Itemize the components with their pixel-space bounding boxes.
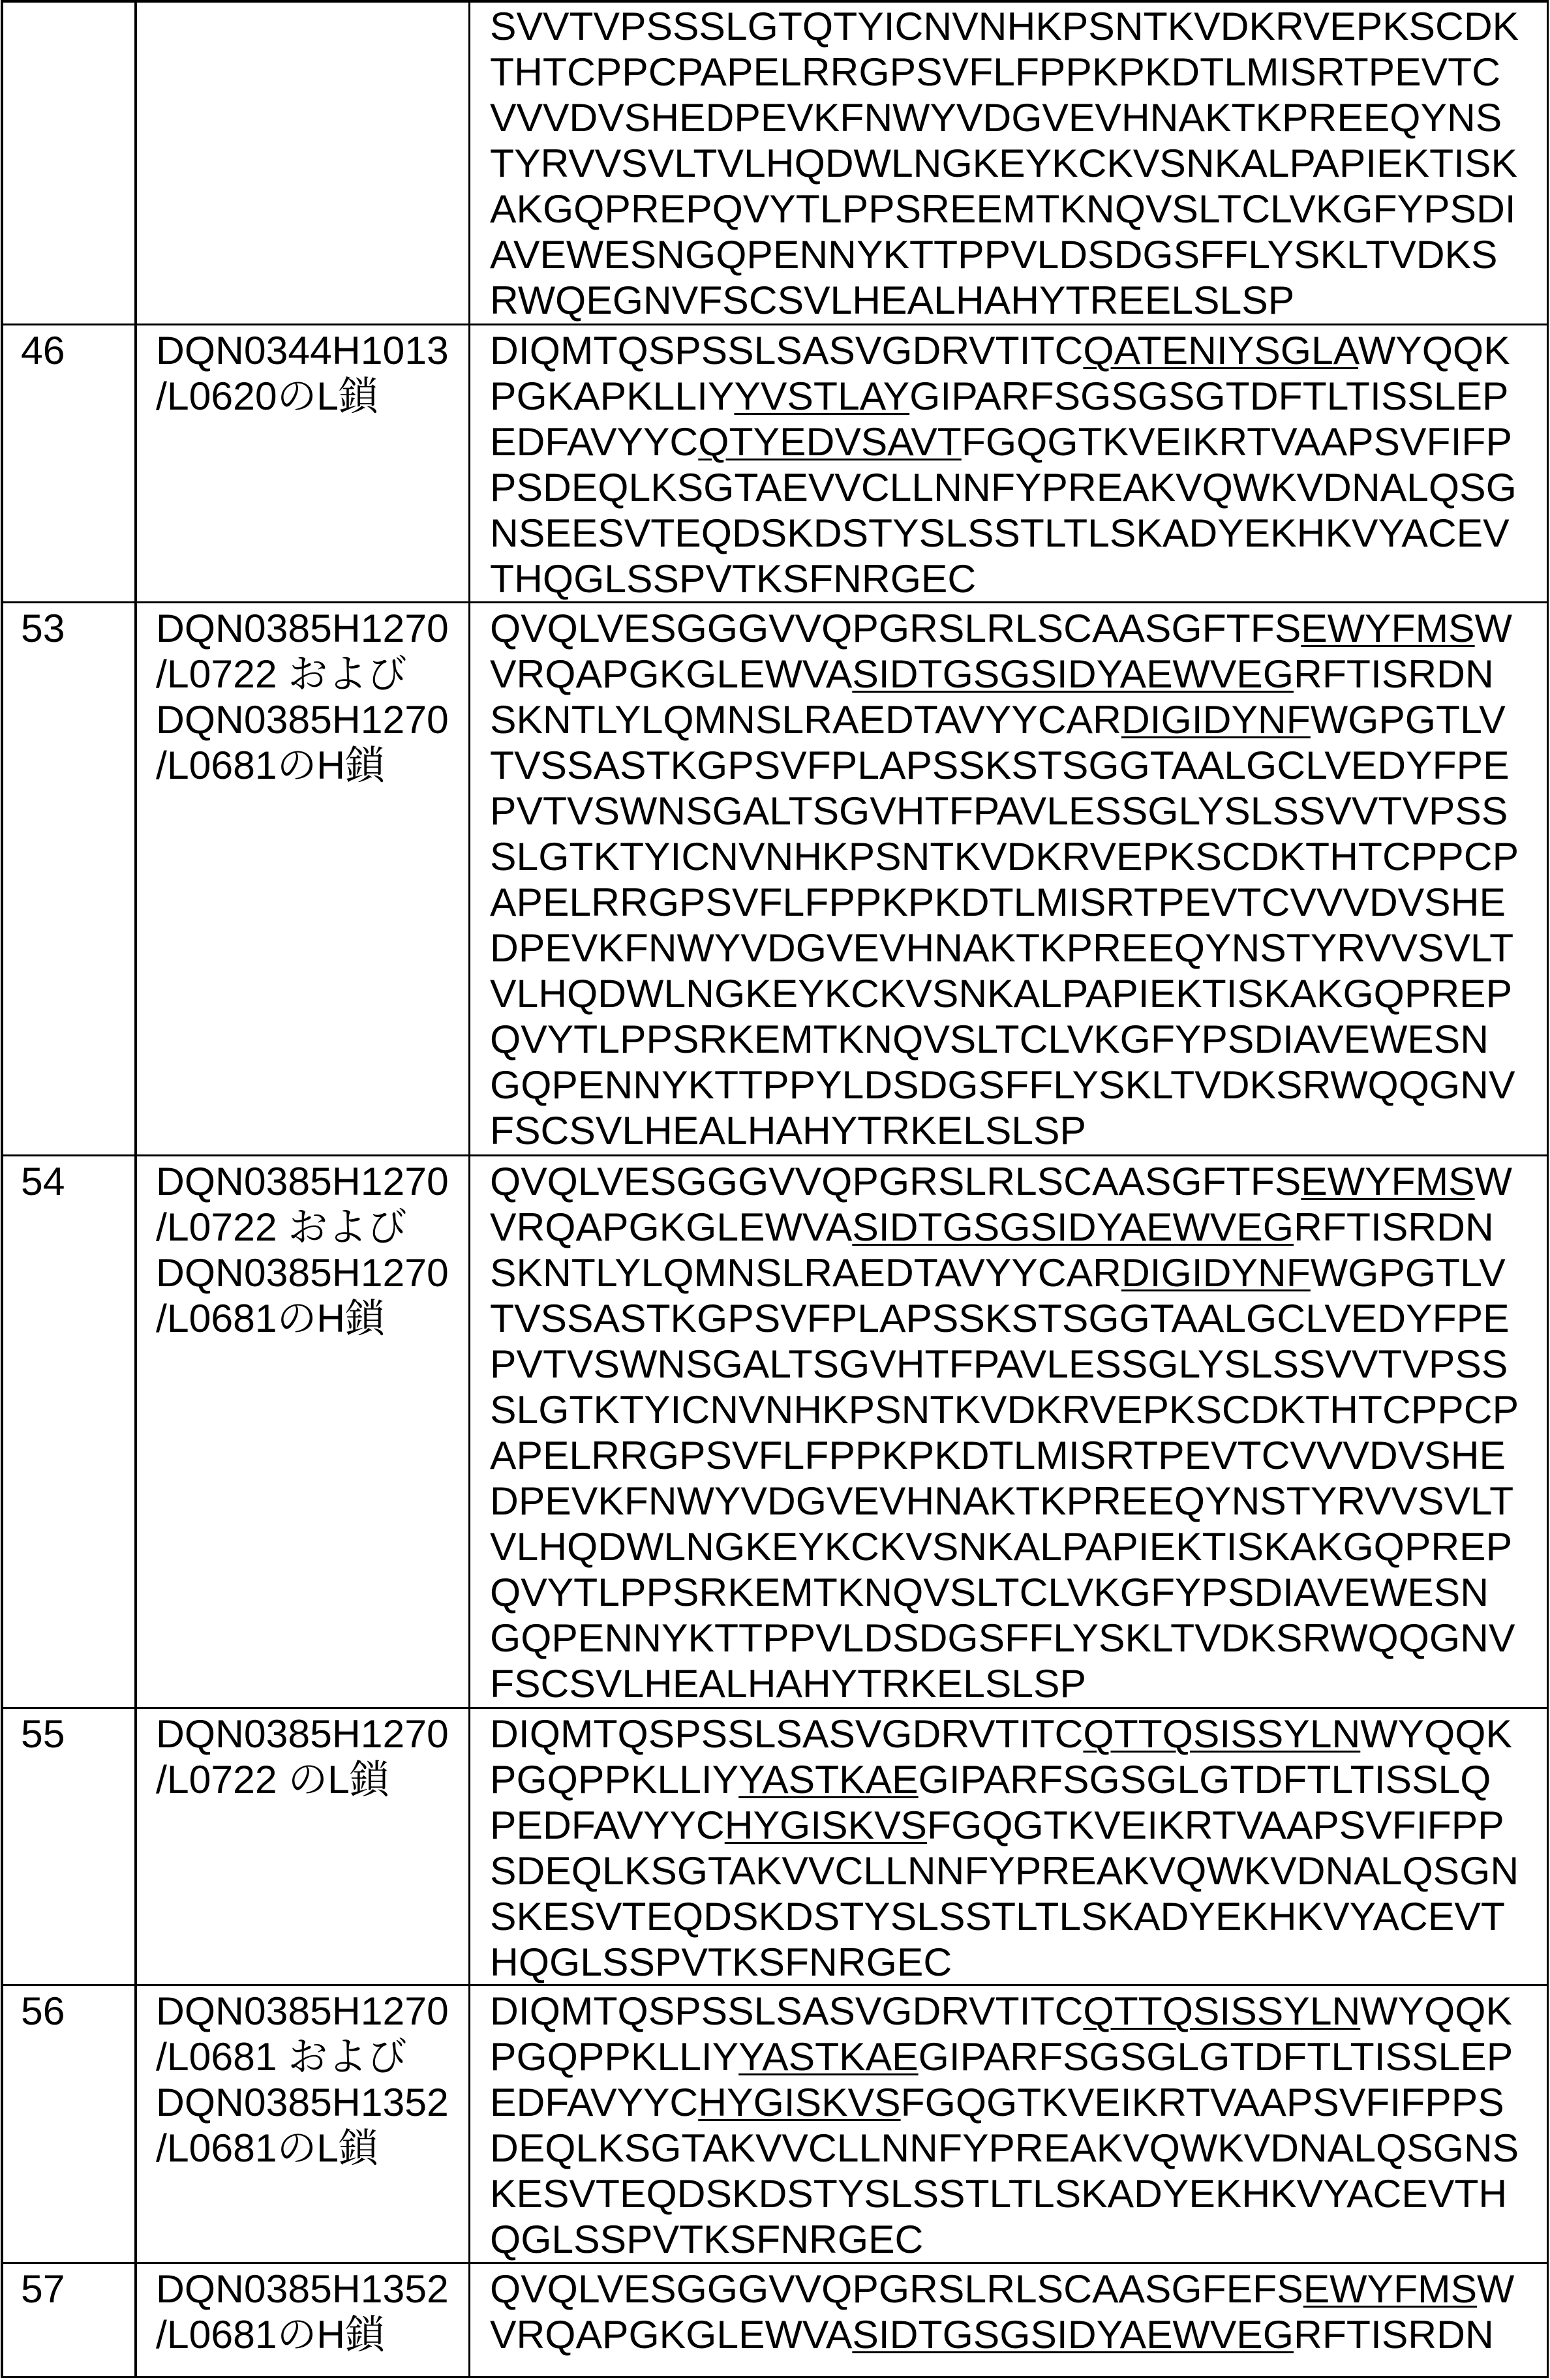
sequence-segment: QVYTLPPSRKEMTKNQVSLTCLVKGFYPSDIAVEWESN (490, 1570, 1489, 1614)
cdr-segment: HYGISKVS (698, 2080, 901, 2124)
sequence-cell (470, 2264, 1547, 2376)
sequence-segment: TYRVVSVLTVLHQDWLNGKEYKCKVSNKALPAPIEKTISK (490, 141, 1517, 185)
description-cell (137, 2264, 470, 2376)
sequence-line (490, 373, 1547, 419)
description-line: /L0681のH鎖 (156, 1296, 385, 1340)
description-line: /L0722 および (156, 652, 407, 696)
sequence-segment: FSCSVLHEALHAHYTRKELSLSP (490, 1108, 1087, 1152)
seq-id-cell (3, 1986, 137, 2262)
sequence-cell (470, 1156, 1547, 1707)
description-cell (137, 1156, 470, 1707)
sequence-table (1, 0, 1549, 2378)
sequence-segment: SLGTKTYICNVNHKPSNTKVDKRVEPKSCDKTHTCPPCP (490, 1387, 1519, 1432)
sequence-segment: VLHQDWLNGKEYKCKVSNKALPAPIEKTISKAKGQPREP (490, 1524, 1513, 1569)
description-cell (137, 3, 470, 324)
sequence-line (490, 2034, 1547, 2079)
sequence-line (490, 1016, 1547, 1062)
sequence-segment: THTCPPCPAPELRRGPSVFLFPPKPKDTLMISRTPEVTC (490, 50, 1500, 94)
sequence-segment: DPEVKFNWYVDGVEVHNAKTKPREEQYNSTYRVVSVLT (490, 926, 1514, 970)
sequence-line (490, 1939, 1547, 1984)
sequence-line (490, 2125, 1547, 2171)
table-row (3, 324, 1547, 601)
sequence-segment: FGQGTKVEIKRTVAAPSVFIFPPS (900, 2080, 1504, 2124)
cdr-segment: QTYEDVSAVT (698, 419, 962, 464)
sequence-segment: SKNTLYLQMNSLRAEDTAVYYCAR (490, 697, 1121, 742)
sequence-line (490, 1569, 1547, 1615)
sequence-line (490, 1295, 1547, 1341)
sequence-segment: TVSSASTKGPSVFPLAPSSKSTSGGTAALGCLVEDYFPE (490, 1296, 1510, 1340)
sequence-line (490, 879, 1547, 925)
sequence-line (490, 49, 1547, 95)
sequence-segment: QVQLVESGGGVVQPGRSLRLSCAASGFEFS (490, 2267, 1303, 2311)
table-row (3, 1707, 1547, 1984)
sequence-segment: W (1474, 1159, 1512, 1203)
sequence-line (490, 1478, 1547, 1524)
sequence-line (490, 1988, 1547, 2034)
description-cell (137, 325, 470, 601)
sequence-segment: SDEQLKSGTAKVVCLLNNFYPREAKVQWKVDNALQSGN (490, 1848, 1519, 1893)
table-row (3, 1984, 1547, 2262)
sequence-line (490, 697, 1547, 742)
cdr-segment: QATENIYSGLA (1083, 328, 1358, 372)
sequence-segment: FSCSVLHEALHAHYTRKELSLSP (490, 1661, 1087, 1706)
sequence-segment: WGPGTLV (1310, 697, 1506, 742)
sequence-segment: SLGTKTYICNVNHKPSNTKVDKRVEPKSCDKTHTCPPCP (490, 834, 1519, 879)
sequence-segment: HQGLSSPVTKSFNRGEC (490, 1940, 952, 1984)
sequence-segment: GIPARFSGSGSGTDFTLTISSLEP (909, 374, 1509, 418)
seq-id-number: 57 (21, 2267, 65, 2311)
sequence-segment: PEDFAVYYC (490, 1803, 725, 1847)
sequence-line (490, 464, 1547, 510)
seq-id-cell (3, 1709, 137, 1984)
sequence-line (490, 277, 1547, 323)
description-line: DQN0344H1013 (156, 328, 449, 372)
sequence-segment: GQPENNYKTTPPVLDSDGSFFLYSKLTVDKSRWQQGNV (490, 1616, 1515, 1660)
cdr-segment: YASTKAE (738, 2034, 919, 2079)
cdr-segment: QTTQSISSYLN (1083, 1711, 1361, 1756)
seq-id-number: 55 (21, 1711, 65, 1756)
sequence-segment: KESVTEQDSKDSTYSLSSTLTLSKADYEKHKVYACEVTH (490, 2171, 1508, 2216)
description-line: DQN0385H1352 (156, 2080, 449, 2124)
sequence-line (490, 1661, 1547, 1706)
sequence-line (490, 1848, 1547, 1893)
description-line: /L0722 および (156, 1205, 407, 1249)
cdr-segment: DIGIDYNF (1121, 1250, 1311, 1295)
sequence-line (490, 1158, 1547, 1204)
description-line: DQN0385H1270 (156, 606, 449, 650)
description-cell (137, 1986, 470, 2262)
sequence-line (490, 2171, 1547, 2216)
description-line: /L0681のH鎖 (156, 2312, 385, 2357)
sequence-segment: PGQPPKLLIY (490, 2034, 739, 2079)
sequence-segment: FGQGTKVEIKRTVAAPSVFIFPP (927, 1803, 1504, 1847)
sequence-line (490, 140, 1547, 186)
sequence-segment: VRQAPGKGLEWVA (490, 652, 853, 696)
sequence-line (490, 834, 1547, 879)
sequence-segment: DIQMTQSPSSLSASVGDRVTITC (490, 1711, 1084, 1756)
sequence-segment: PVTVSWNSGALTSGVHTFPAVLESSGLYSLSSVVTVPSS (490, 789, 1508, 833)
sequence-segment: WYQQK (1360, 1989, 1512, 2033)
sequence-segment: APELRRGPSVFLFPPKPKDTLMISRTPEVTCVVVDVSHE (490, 1433, 1506, 1477)
sequence-line (490, 1387, 1547, 1432)
cdr-segment: SIDTGSGSIDYAEWVEG (852, 2312, 1294, 2357)
sequence-segment: VLHQDWLNGKEYKCKVSNKALPAPIEKTISKAKGQPREP (490, 971, 1513, 1016)
sequence-line (490, 95, 1547, 140)
seq-id-cell (3, 603, 137, 1154)
seq-id-number: 54 (21, 1159, 65, 1203)
description-line: DQN0385H1270 (156, 1711, 449, 1756)
table-row (3, 2262, 1547, 2376)
sequence-line (490, 232, 1547, 277)
sequence-segment: PGQPPKLLIY (490, 1757, 739, 1801)
sequence-segment: QGLSSPVTKSFNRGEC (490, 2217, 924, 2261)
sequence-line (490, 1524, 1547, 1569)
sequence-segment: VRQAPGKGLEWVA (490, 2312, 853, 2357)
cdr-segment: SIDTGSGSIDYAEWVEG (852, 1205, 1294, 1249)
sequence-segment: SVVTVPSSSLGTQTYICNVNHKPSNTKVDKRVEPKSCDK (490, 4, 1519, 48)
sequence-segment: NSEESVTEQDSKDSTYSLSSTLTLSKADYEKHKVYACEV (490, 511, 1510, 555)
sequence-line (490, 2216, 1547, 2262)
sequence-line (490, 1107, 1547, 1153)
sequence-segment: QVQLVESGGGVVQPGRSLRLSCAASGFTFS (490, 606, 1301, 650)
sequence-segment: RFTISRDN (1294, 652, 1494, 696)
seq-id-number (21, 3, 134, 49)
seq-id-number: 46 (21, 328, 65, 372)
cdr-segment: EWYFMS (1303, 2267, 1478, 2311)
description-cell (137, 603, 470, 1154)
table-row (3, 601, 1547, 1154)
sequence-segment: WGPGTLV (1310, 1250, 1506, 1295)
sequence-segment: SKESVTEQDSKDSTYSLSSTLTLSKADYEKHKVYACEVT (490, 1894, 1505, 1938)
sequence-line (490, 1250, 1547, 1295)
sequence-line (490, 419, 1547, 464)
sequence-line (490, 605, 1547, 651)
sequence-line (490, 1802, 1547, 1848)
description-line: DQN0385H1270 (156, 1250, 449, 1295)
sequence-segment: PGKAPKLLIY (490, 374, 735, 418)
sequence-segment: DIQMTQSPSSLSASVGDRVTITC (490, 1989, 1084, 2033)
description-line: /L0681のH鎖 (156, 743, 385, 787)
sequence-line (490, 1615, 1547, 1661)
sequence-line (490, 2079, 1547, 2125)
description-line: /L0722 のL鎖 (156, 1757, 389, 1801)
sequence-segment: EDFAVYYC (490, 2080, 699, 2124)
description-line: DQN0385H1270 (156, 697, 449, 742)
sequence-segment: GIPARFSGSGLGTDFTLTISSLQ (918, 1757, 1491, 1801)
sequence-line (490, 651, 1547, 697)
table-row (3, 0, 1547, 324)
sequence-segment: AVEWESNGQPENNYKTTPPVLDSDGSFFLYSKLTVDKS (490, 232, 1498, 277)
sequence-segment: RWQEGNVFSCSVLHEALHAHYTREELSLSP (490, 278, 1295, 322)
sequence-segment: DIQMTQSPSSLSASVGDRVTITC (490, 328, 1084, 372)
sequence-segment: THQGLSSPVTKSFNRGEC (490, 556, 977, 601)
sequence-segment: SKNTLYLQMNSLRAEDTAVYYCAR (490, 1250, 1121, 1295)
cdr-segment: EWYFMS (1301, 606, 1475, 650)
sequence-segment: PSDEQLKSGTAEVVCLLNNFYPREAKVQWKVDNALQSG (490, 465, 1517, 509)
cdr-segment: HYGISKVS (724, 1803, 928, 1847)
sequence-segment: APELRRGPSVFLFPPKPKDTLMISRTPEVTCVVVDVSHE (490, 880, 1506, 924)
sequence-line (490, 1893, 1547, 1939)
sequence-line (490, 2312, 1547, 2357)
description-line: DQN0385H1352 (156, 2267, 449, 2311)
seq-id-cell (3, 325, 137, 601)
sequence-segment: GQPENNYKTTPPYLDSDGSFFLYSKLTVDKSRWQQGNV (490, 1062, 1515, 1107)
sequence-segment: VVVDVSHEDPEVKFNWYVDGVEVHNAKTKPREEQYNS (490, 95, 1502, 140)
cdr-segment: SIDTGSGSIDYAEWVEG (852, 652, 1294, 696)
sequence-line (490, 186, 1547, 232)
description-cell (137, 1709, 470, 1984)
sequence-line (490, 1756, 1547, 1802)
sequence-segment: PVTVSWNSGALTSGVHTFPAVLESSGLYSLSSVVTVPSS (490, 1342, 1508, 1386)
description-line: DQN0385H1270 (156, 1989, 449, 2033)
sequence-cell (470, 3, 1547, 324)
seq-id-number: 56 (21, 1989, 65, 2033)
cdr-segment: YASTKAE (738, 1757, 919, 1801)
sequence-segment: QVYTLPPSRKEMTKNQVSLTCLVKGFYPSDIAVEWESN (490, 1017, 1489, 1061)
seq-id-number: 53 (21, 606, 65, 650)
seq-id-cell (3, 1156, 137, 1707)
sequence-segment: VRQAPGKGLEWVA (490, 1205, 853, 1249)
seq-id-cell (3, 2264, 137, 2376)
sequence-segment: W (1477, 2267, 1515, 2311)
sequence-cell (470, 603, 1547, 1154)
cdr-segment: YVSTLAY (734, 374, 910, 418)
sequence-segment: EDFAVYYC (490, 419, 699, 464)
sequence-line (490, 510, 1547, 556)
table-row (3, 1154, 1547, 1707)
sequence-line (490, 1432, 1547, 1478)
sequence-line (490, 556, 1547, 601)
cdr-segment: QTTQSISSYLN (1083, 1989, 1361, 2033)
sequence-line (490, 2266, 1547, 2312)
sequence-segment: QVQLVESGGGVVQPGRSLRLSCAASGFTFS (490, 1159, 1301, 1203)
sequence-cell (470, 1986, 1547, 2262)
seq-id-cell (3, 3, 137, 324)
sequence-line (490, 742, 1547, 788)
sequence-segment: RFTISRDN (1294, 2312, 1494, 2357)
sequence-cell (470, 1709, 1547, 1984)
cdr-segment: DIGIDYNF (1121, 697, 1311, 742)
sequence-segment: W (1474, 606, 1512, 650)
description-line: /L0620のL鎖 (156, 374, 378, 418)
sequence-segment: WYQQK (1358, 328, 1510, 372)
sequence-line (490, 788, 1547, 834)
description-line: DQN0385H1270 (156, 1159, 449, 1203)
sequence-segment: FGQGTKVEIKRTVAAPSVFIFP (961, 419, 1512, 464)
sequence-segment: TVSSASTKGPSVFPLAPSSKSTSGGTAALGCLVEDYFPE (490, 743, 1510, 787)
description-line: /L0681 および (156, 2034, 407, 2079)
sequence-line (490, 1062, 1547, 1107)
sequence-segment: AKGQPREPQVYTLPPSREEMTKNQVSLTCLVKGFYPSDI (490, 187, 1516, 231)
sequence-line (490, 3, 1547, 49)
cdr-segment: EWYFMS (1301, 1159, 1475, 1203)
sequence-segment: RFTISRDN (1294, 1205, 1494, 1249)
sequence-line (490, 1341, 1547, 1387)
sequence-line (490, 1711, 1547, 1756)
sequence-segment: GIPARFSGSGLGTDFTLTISSLEP (918, 2034, 1513, 2079)
sequence-line (490, 327, 1547, 373)
description-line: /L0681のL鎖 (156, 2126, 378, 2170)
sequence-line (490, 1204, 1547, 1250)
sequence-line (490, 971, 1547, 1016)
sequence-cell (470, 325, 1547, 601)
sequence-segment: DEQLKSGTAKVVCLLNNFYPREAKVQWKVDNALQSGNS (490, 2126, 1519, 2170)
sequence-line (490, 925, 1547, 971)
sequence-segment: WYQQK (1360, 1711, 1512, 1756)
sequence-segment: DPEVKFNWYVDGVEVHNAKTKPREEQYNSTYRVVSVLT (490, 1479, 1514, 1523)
